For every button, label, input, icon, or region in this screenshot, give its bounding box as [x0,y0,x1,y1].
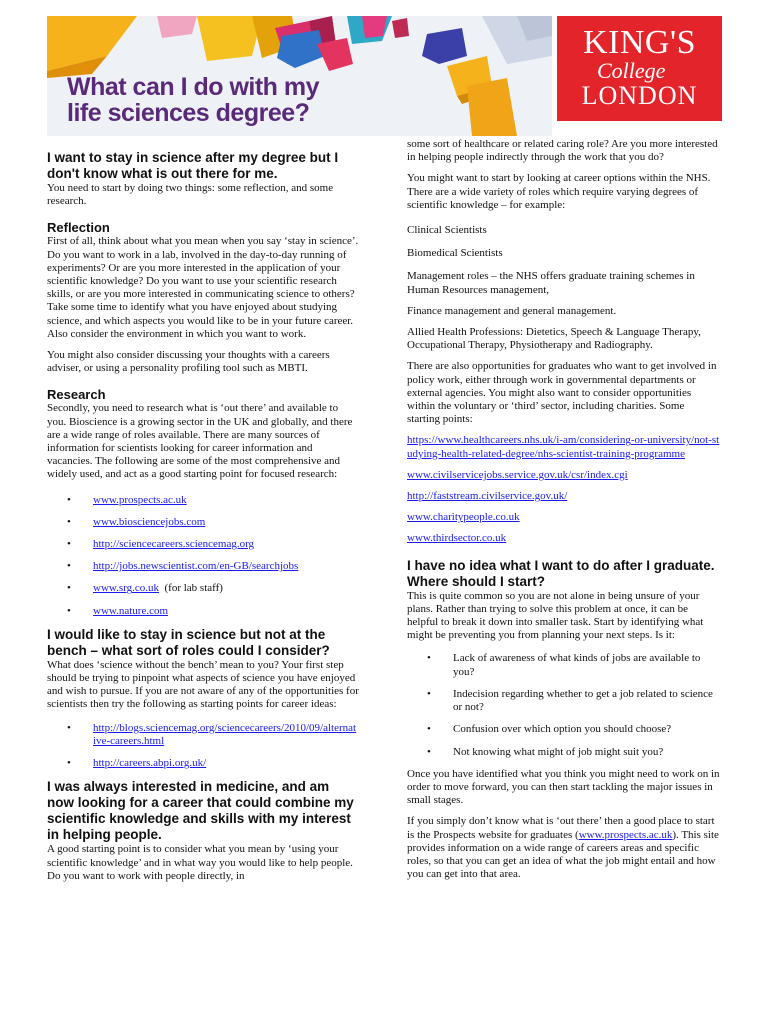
logo-line-1: KING'S [582,24,697,61]
paragraph: You might also consider discussing your thoughts with a careers adviser, or using a personality profiling tool such as MBTI. [47,349,330,375]
text: If you simply don’t know what is ‘out there’ then a good place to start is the Prospects website for graduates ( [407,815,715,841]
link-nature[interactable]: www.nature.com [93,604,169,617]
paragraph-prospects [407,815,720,881]
paragraph: A good starting point is to consider what you mean by ‘using your scientific knowledge’ and in what way you would like to help people. Do you want to work with people directly, in [47,843,353,882]
page-title-line-1: What can I do with my [67,73,320,101]
link-charitypeople[interactable]: www.charitypeople.co.uk [407,511,520,524]
subheading-reflection: Reflection [47,220,110,236]
link-thirdsector[interactable]: www.thirdsector.co.uk [407,532,507,545]
list-item [47,516,359,529]
left-column [47,150,359,891]
list-item: • Confusion over which option you should choose? [407,723,720,736]
barrier-list [407,652,720,758]
section-heading-stay-in-science: I want to stay in science after my degree but I don't know what is out there for me. [47,150,339,181]
role-item: Finance management and general management. [407,304,617,317]
list-item: • Indecision regarding whether to get a job related to science or not? [407,688,720,714]
link-item [407,469,720,482]
link-item [407,532,720,545]
paragraph: Secondly, you need to research what is ‘out there’ and available to you. Bioscience is a growing sector in the UK and globally, and there are a wide range of roles available. There are many sources of information for scientists looking for career information and vacancies. The following are some of the most comprehensive and widely used, and act as a good starting point for focused research: [47,402,353,481]
paragraph: This is quite common so you are not alone in being unsure of your plans. Rather than trying to solve this problem at once, it can be helpful to break it down into smaller task. Start by identifying what might be preventing you from planning your next steps. Is it: [407,589,704,642]
list-item [47,757,359,770]
career-ideas-link-list [47,722,359,771]
link-faststream[interactable]: http://faststream.civilservice.gov.uk/ [407,490,568,503]
research-link-list [47,494,359,618]
section-heading-not-at-bench: I would like to stay in science but not at the bench – what sort of roles could I consider? [47,626,330,658]
list-item [47,582,359,595]
role-item: Clinical Scientists [407,224,487,237]
list-item [47,722,359,748]
logo-line-2: College [597,58,666,83]
link-biosciencejobs[interactable]: www.biosciencejobs.com [93,515,206,528]
section-heading-no-idea: I have no idea what I want to do after I graduate. Where should I start? [407,557,715,589]
paragraph: You need to start by doing two things: some reflection, and some research. [47,182,334,208]
list-item [47,605,359,618]
list-item [47,494,359,507]
list-item [47,538,359,551]
paragraph: some sort of healthcare or related caring role? Are you more interested in helping people indirectly through the work that you do? [407,138,718,164]
section-heading-medicine: I was always interested in medicine, and am now looking for a career that could combine my scientific knowledge and skills with my interest in helping people. [47,779,354,843]
list-item: • Not knowing what might of job might suit you? [407,746,720,759]
link-sciencecareers[interactable]: http://sciencecareers.sciencemag.org [93,538,255,551]
link-prospects-inline[interactable]: www.prospects.ac.uk [578,828,673,841]
link-sciencemag-blog[interactable]: http://blogs.sciencemag.org/sciencecareers/2010/09/alternative-careers.html [93,721,357,747]
logo-line-3: LONDON [581,81,698,110]
link-abpi-careers[interactable]: http://careers.abpi.org.uk/ [93,757,207,770]
header-banner [47,16,552,136]
role-item: Allied Health Professions: Dietetics, Speech & Language Therapy, Occupational Therapy, Physiotherapy and Radiography. [407,326,701,352]
subheading-research: Research [47,387,106,403]
paragraph: There are also opportunities for graduates who want to get involved in policy work, either through work in governmental departments or external agencies. You might also want to consider opportunities within the voluntary or ‘third’ sector, including charities. Some starting points: [407,360,717,426]
right-column [407,138,720,889]
paragraph: Once you have identified what you think you might need to work on in order to move forward, you can then start tackling the major issues in small stages. [407,767,720,807]
role-item: Biomedical Scientists [407,247,503,260]
role-item: Management roles – the NHS offers graduate training schemes in Human Resources management, [407,270,695,296]
link-note: (for lab staff) [164,582,223,595]
link-prospects[interactable]: www.prospects.ac.uk [93,493,187,506]
page-title-line-2: life sciences degree? [67,99,310,127]
list-item: • Lack of awareness of what kinds of jobs are available to you? [407,652,720,678]
link-newscientist-jobs[interactable]: http://jobs.newscientist.com/en-GB/searchjobs [93,560,299,573]
paragraph: You might want to start by looking at career options within the NHS. There are a wide variety of roles which require varying degrees of scientific knowledge – for example: [407,172,711,211]
list-item [47,560,359,573]
link-item [407,490,720,503]
link-item [407,511,720,524]
kings-college-logo [557,16,722,121]
link-item [407,434,720,460]
link-civilservicejobs[interactable]: www.civilservicejobs.service.gov.uk/csr/index.cgi [407,468,628,481]
link-srg[interactable]: www.srg.co.uk [93,582,159,595]
link-healthcareers[interactable]: https://www.healthcareers.nhs.uk/i-am/considering-or-university/not-studying-health-related-degree/nhs-scientist-training-programme [407,434,720,460]
paragraph: What does ‘science without the bench’ mean to you? Your first step should be trying to pinpoint what aspects of science you have enjoyed and wish to pursue. If you are not aware of any of the opportunities for scientists then try the following as starting points for career ideas: [47,658,359,711]
paragraph: First of all, think about what you mean when you say ‘stay in science’. Do you want to work in a lab, involved in the day-to-day running of experiments? Or are you more interested in the application of your scientific knowledge? Do you want to use your scientific research skills, or are you more interested in communicating science to others? Take some time to identify what you have enjoyed about studying science, and which aspects you would like to be in your future career. Also consider the environment in which you want to work. [47,235,359,340]
page-title [67,74,319,126]
text: ). This site provides information on a wide range of careers areas and specific roles, so that you can get an idea of what the job might entail and how you can get into that area. [407,828,719,881]
